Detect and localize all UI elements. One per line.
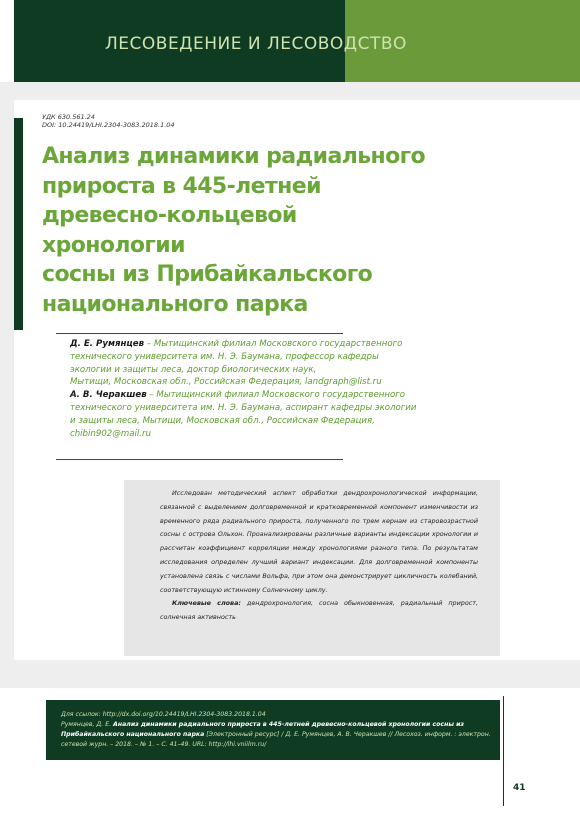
title-line: древесно-кольцевой хронологии bbox=[42, 203, 297, 258]
title-line: Анализ динамики радиального bbox=[42, 144, 426, 169]
divider-bottom bbox=[56, 459, 343, 460]
abstract-text: Исследован методический аспект обработки дендрохронологической информации, связанной с выделением долговременной и кратковременной компонент изменчивости из временного ряда радиального прироста, полученного по трем кернам из старовозрастной сосны с острова Ольхон. Проанализированы различные варианты индексации хронологии и рассчитан коэффициент корреляции между хронологиями разного типа. По результатам исследования определен лучший вариант индексации. Для долговременной компоненты установлена связь с числами Вольфа, при этом она демонстрирует цикличность колебаний, соответствующую истинному Солнечному циклу. bbox=[160, 489, 478, 594]
authors-block bbox=[70, 338, 490, 440]
citation-source: [Электронный ресурс] / Д. Е. Румянцев, А. В. Черакшев // Лесохоз. информ. : электрон. сетевой журн. – 2018. – № 1. – С. 41–49. URL: http://lhi.vniilm.ru/ bbox=[61, 731, 491, 748]
keywords-label: Ключевые слова: bbox=[172, 599, 241, 608]
header-margin bbox=[0, 0, 14, 82]
author-entry bbox=[70, 389, 490, 440]
author-name: А. В. Черакшев bbox=[70, 390, 147, 401]
title-accent-bar bbox=[14, 118, 23, 330]
citation-link: Для ссылок: http://dx.doi.org/10.24419/LHI.2304-3083.2018.1.04 bbox=[61, 711, 266, 718]
author-affiliation: и защиты леса, Мытищи, Московская обл., Российская Федерация, bbox=[70, 415, 375, 426]
article-title bbox=[42, 142, 442, 319]
citation-authors: Румянцев, Д. Е. bbox=[61, 721, 114, 728]
author-affiliation: – Мытищинский филиал Московского государственного bbox=[146, 390, 406, 401]
abstract bbox=[160, 487, 478, 625]
doi: DOI: 10.24419/LHI.2304-3083.2018.1.04 bbox=[42, 121, 175, 129]
author-name: Д. Е. Румянцев bbox=[70, 339, 145, 349]
author-affiliation: chibin902@mail.ru bbox=[70, 428, 151, 439]
udk-code: УДК 630.561.24 bbox=[42, 113, 95, 121]
article-meta bbox=[42, 113, 175, 129]
author-affiliation: технического университета им. Н. Э. Баумана, профессор кафедры bbox=[70, 351, 379, 362]
page-rule bbox=[503, 696, 504, 806]
author-affiliation: экологии и защиты леса, доктор биологических наук, bbox=[70, 364, 317, 375]
section-title: ЛЕСОВЕДЕНИЕ И ЛЕСОВОДСТВО bbox=[105, 34, 407, 54]
citation-title: Анализ динамики радиального прироста в 445-летней древесно-кольцевой хронологии сосны из Прибайкальского национального парка bbox=[61, 721, 465, 738]
title-line: сосны из Прибайкальского bbox=[42, 262, 373, 287]
author-entry bbox=[70, 338, 490, 389]
keywords-text: дендрохронология, сосна обыкновенная, радиальный прирост, солнечная активность bbox=[160, 599, 479, 622]
page-number: 41 bbox=[513, 783, 526, 793]
divider-top bbox=[56, 333, 343, 334]
citation bbox=[61, 710, 491, 750]
author-affiliation: Мытищи, Московская обл., Российская Федерация, landgraph@list.ru bbox=[70, 377, 382, 388]
citation-reference bbox=[61, 720, 491, 750]
title-line: прироста в 445-летней bbox=[42, 173, 321, 199]
author-affiliation: технического университета им. Н. Э. Баумана, аспирант кафедры экологии bbox=[70, 402, 417, 413]
author-affiliation: – Мытищинский филиал Московского государственного bbox=[144, 339, 403, 349]
title-line: национального парка bbox=[42, 291, 308, 317]
keywords bbox=[160, 597, 478, 625]
